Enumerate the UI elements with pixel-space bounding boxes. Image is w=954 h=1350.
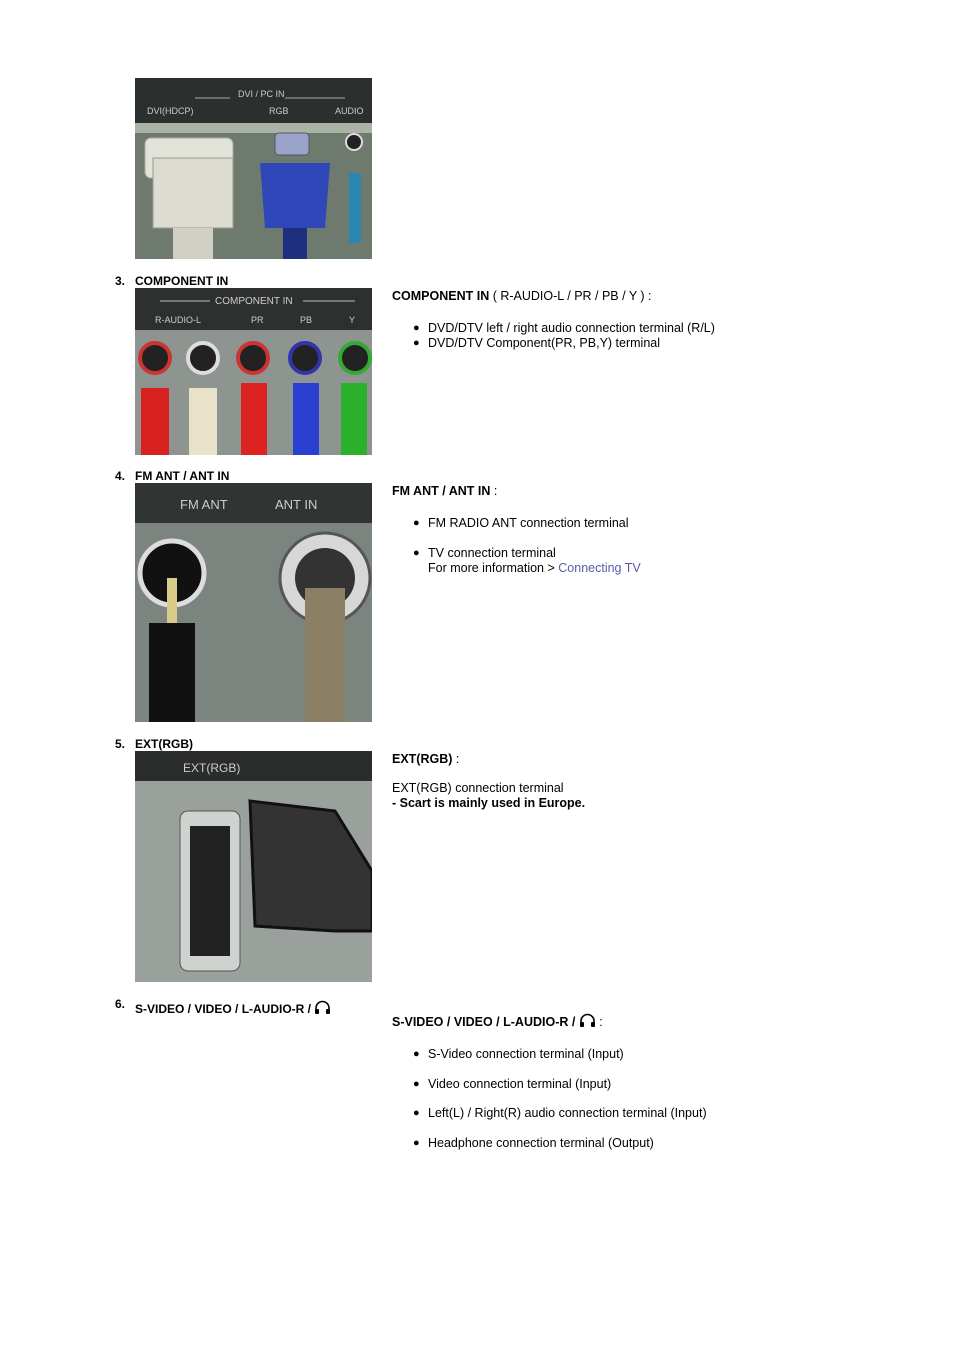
section-3-number: 3. bbox=[115, 274, 126, 288]
component-in-group-label: COMPONENT IN bbox=[215, 296, 293, 307]
dvi-label: DVI(HDCP) bbox=[147, 106, 194, 116]
video-bullet: ● Video connection terminal (Input) bbox=[392, 1077, 932, 1092]
component-in-description bbox=[392, 289, 932, 351]
ext-rgb-photo bbox=[135, 751, 372, 982]
s-video-description bbox=[392, 1013, 932, 1151]
ext-rgb-heading: EXT(RGB) : bbox=[392, 752, 460, 766]
section-5-title: EXT(RGB) bbox=[135, 737, 193, 751]
ext-rgb-photo-label: EXT(RGB) bbox=[183, 761, 241, 775]
component-in-heading: COMPONENT IN ( R-AUDIO-L / PR / PB / Y ) : bbox=[392, 289, 652, 303]
section-4-number: 4. bbox=[115, 469, 126, 483]
scart-note: - Scart is mainly used in Europe. bbox=[392, 796, 586, 810]
ext-rgb-description bbox=[392, 752, 932, 811]
s-video-bullet: ● S-Video connection terminal (Input) bbox=[392, 1047, 932, 1062]
fm-ant-heading: FM ANT / ANT IN : bbox=[392, 484, 498, 498]
component-bullet-audio: ● DVD/DTV left / right audio connection terminal (R/L) bbox=[392, 321, 932, 336]
headphone-bullet: ● Headphone connection terminal (Output) bbox=[392, 1136, 932, 1151]
ant-in-label: ANT IN bbox=[275, 497, 318, 512]
dvi-pc-in-photo bbox=[135, 78, 372, 259]
section-3-title: COMPONENT IN bbox=[135, 274, 229, 288]
connecting-tv-link[interactable]: Connecting TV bbox=[558, 561, 641, 575]
fm-ant-photo bbox=[135, 483, 372, 722]
headphone-icon bbox=[579, 1013, 596, 1028]
section-6-number: 6. bbox=[115, 997, 126, 1011]
component-bullet-video: ● DVD/DTV Component(PR, PB,Y) terminal bbox=[392, 336, 932, 351]
audio-lr-bullet: ● Left(L) / Right(R) audio connection terminal (Input) bbox=[392, 1106, 932, 1121]
section-4-title: FM ANT / ANT IN bbox=[135, 469, 230, 483]
component-in-photo bbox=[135, 288, 372, 455]
pb-label: PB bbox=[300, 315, 313, 325]
more-info-line: For more information > Connecting TV bbox=[428, 561, 641, 575]
section-6-title: S-VIDEO / VIDEO / L-AUDIO-R / bbox=[135, 1000, 331, 1016]
fm-ant-label: FM ANT bbox=[180, 497, 228, 512]
r-audio-l-label: R-AUDIO-L bbox=[155, 315, 202, 325]
s-video-heading: S-VIDEO / VIDEO / L-AUDIO-R / : bbox=[392, 1015, 603, 1029]
fm-radio-bullet: ● FM RADIO ANT connection terminal bbox=[392, 516, 932, 531]
rgb-label: RGB bbox=[269, 106, 289, 116]
audio-label: AUDIO bbox=[335, 106, 364, 116]
tv-connection-bullet: ● TV connection terminal bbox=[392, 546, 932, 561]
ext-rgb-line: EXT(RGB) connection terminal bbox=[392, 781, 564, 795]
pr-label: PR bbox=[251, 315, 264, 325]
dvi-pc-in-label: DVI / PC IN bbox=[238, 89, 285, 99]
y-label: Y bbox=[349, 315, 356, 325]
headphone-icon bbox=[314, 1000, 331, 1015]
section-5-number: 5. bbox=[115, 737, 126, 751]
fm-ant-description bbox=[392, 484, 932, 576]
